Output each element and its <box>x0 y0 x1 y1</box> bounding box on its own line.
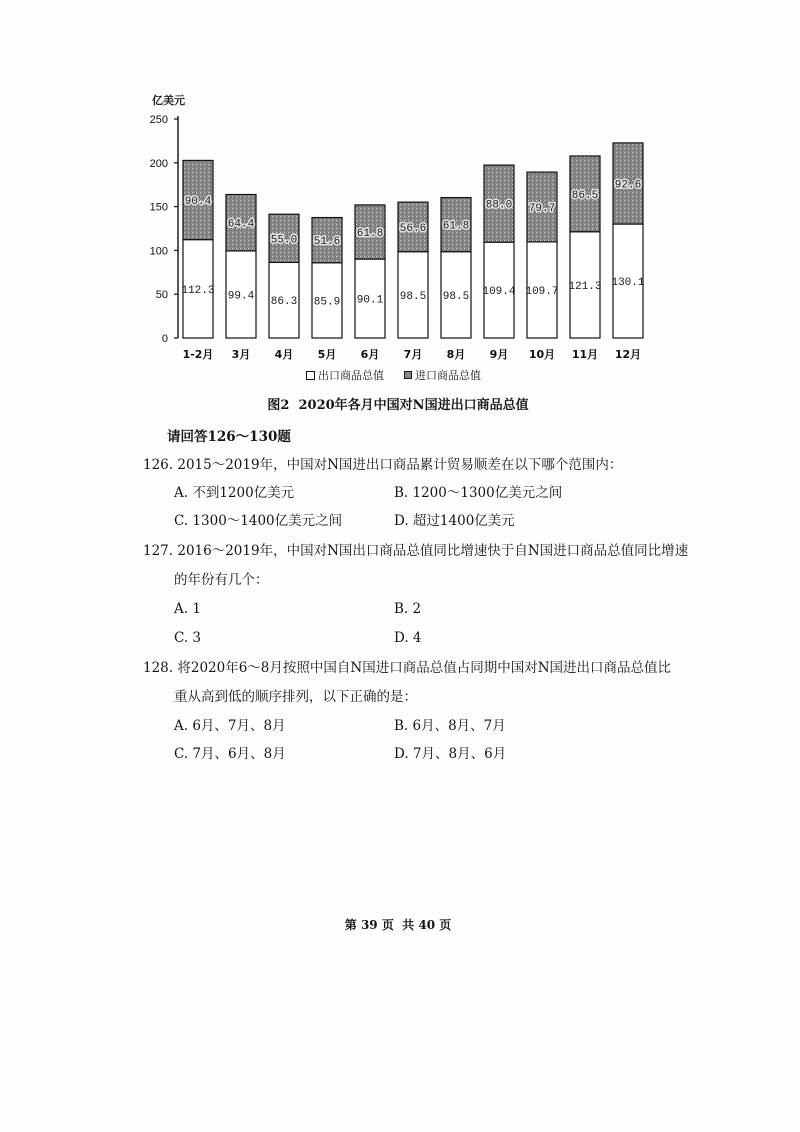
option-d: D. 超过1400亿美元 <box>394 513 515 529</box>
x-tick-label: 1-2月 <box>182 348 214 361</box>
import-value-label: 86.5 <box>571 189 599 202</box>
option-b: B. 2 <box>394 601 422 617</box>
export-value-label: 98.5 <box>442 290 470 303</box>
stacked-bar-chart <box>0 0 800 370</box>
option-c: C. 1300～1400亿美元之间 <box>174 513 343 529</box>
x-tick-label: 4月 <box>274 348 294 361</box>
section-instructions: 请回答126～130题 <box>167 429 291 445</box>
export-value-label: 85.9 <box>313 296 341 309</box>
page-number-footer: 第 39 页 共 40 页 <box>344 918 452 932</box>
export-value-label: 121.3 <box>568 280 602 293</box>
question-stem: 127. 2016～2019年，中国对N国出口商品总值同比增速快于自N国进口商品总值同比增速 <box>143 543 689 559</box>
import-value-label: 56.6 <box>399 222 427 235</box>
export-value-label: 109.7 <box>525 285 559 298</box>
export-value-label: 130.1 <box>611 277 645 290</box>
import-value-label: 61.8 <box>356 228 384 241</box>
y-tick-label: 200 <box>149 157 168 170</box>
option-d: D. 4 <box>394 630 422 646</box>
import-value-label: 61.8 <box>442 220 470 233</box>
legend-label-export: 出口商品总值 <box>318 369 384 382</box>
export-value-label: 109.4 <box>482 286 516 299</box>
option-b: B. 1200～1300亿美元之间 <box>394 485 563 501</box>
x-tick-label: 3月 <box>231 348 251 361</box>
import-value-label: 64.4 <box>227 218 255 231</box>
x-tick-label: 12月 <box>614 348 642 361</box>
legend-label-import: 进口商品总值 <box>415 369 481 382</box>
y-tick-label: 250 <box>149 114 168 126</box>
import-value-label: 90.4 <box>184 196 212 209</box>
option-d: D. 7月、8月、6月 <box>394 746 507 762</box>
y-axis-unit-label: 亿美元 <box>152 94 185 107</box>
legend-item-export <box>306 367 384 383</box>
question-stem: 126. 2015～2019年，中国对N国进出口商品累计贸易顺差在以下哪个范围内： <box>143 457 623 473</box>
legend-item-import <box>404 367 481 383</box>
legend-swatch-import <box>404 371 412 379</box>
figure-caption: 图2 2020年各月中国对N国进出口商品总值 <box>267 398 529 413</box>
export-value-label: 98.5 <box>399 290 427 303</box>
option-c: C. 7月、6月、8月 <box>174 746 286 762</box>
export-value-label: 112.3 <box>181 284 215 297</box>
option-a: A. 6月、7月、8月 <box>174 718 286 734</box>
x-tick-label: 11月 <box>571 348 599 361</box>
legend <box>306 368 481 382</box>
question-stem: 128. 将2020年6～8月按照中国自N国进口商品总值占同期中国对N国进出口商品总值比 <box>143 660 672 676</box>
option-a: A. 1 <box>174 601 201 617</box>
import-value-label: 79.7 <box>528 202 556 215</box>
option-a: A. 不到1200亿美元 <box>174 485 295 501</box>
y-tick-label: 150 <box>149 201 168 214</box>
x-tick-label: 7月 <box>403 348 423 361</box>
import-value-label: 92.6 <box>614 179 642 192</box>
y-tick-label: 50 <box>155 289 168 302</box>
y-tick-label: 100 <box>149 245 168 258</box>
x-tick-label: 8月 <box>446 348 466 361</box>
question-stem-continued: 的年份有几个： <box>174 572 269 588</box>
y-tick-label: 0 <box>161 333 168 345</box>
x-tick-label: 9月 <box>489 348 509 361</box>
option-b: B. 6月、8月、7月 <box>394 718 506 734</box>
import-value-label: 55.0 <box>270 234 298 247</box>
export-value-label: 90.1 <box>356 294 384 307</box>
export-value-label: 99.4 <box>227 290 255 303</box>
question-stem-continued: 重从高到低的顺序排列，以下正确的是： <box>174 689 417 705</box>
legend-swatch-export <box>306 371 315 380</box>
x-tick-label: 6月 <box>360 348 380 361</box>
option-c: C. 3 <box>174 630 202 646</box>
export-value-label: 86.3 <box>270 296 298 309</box>
import-value-label: 51.6 <box>313 236 341 249</box>
x-tick-label: 5月 <box>317 348 337 361</box>
x-tick-label: 10月 <box>528 348 556 361</box>
import-value-label: 88.0 <box>485 199 513 212</box>
